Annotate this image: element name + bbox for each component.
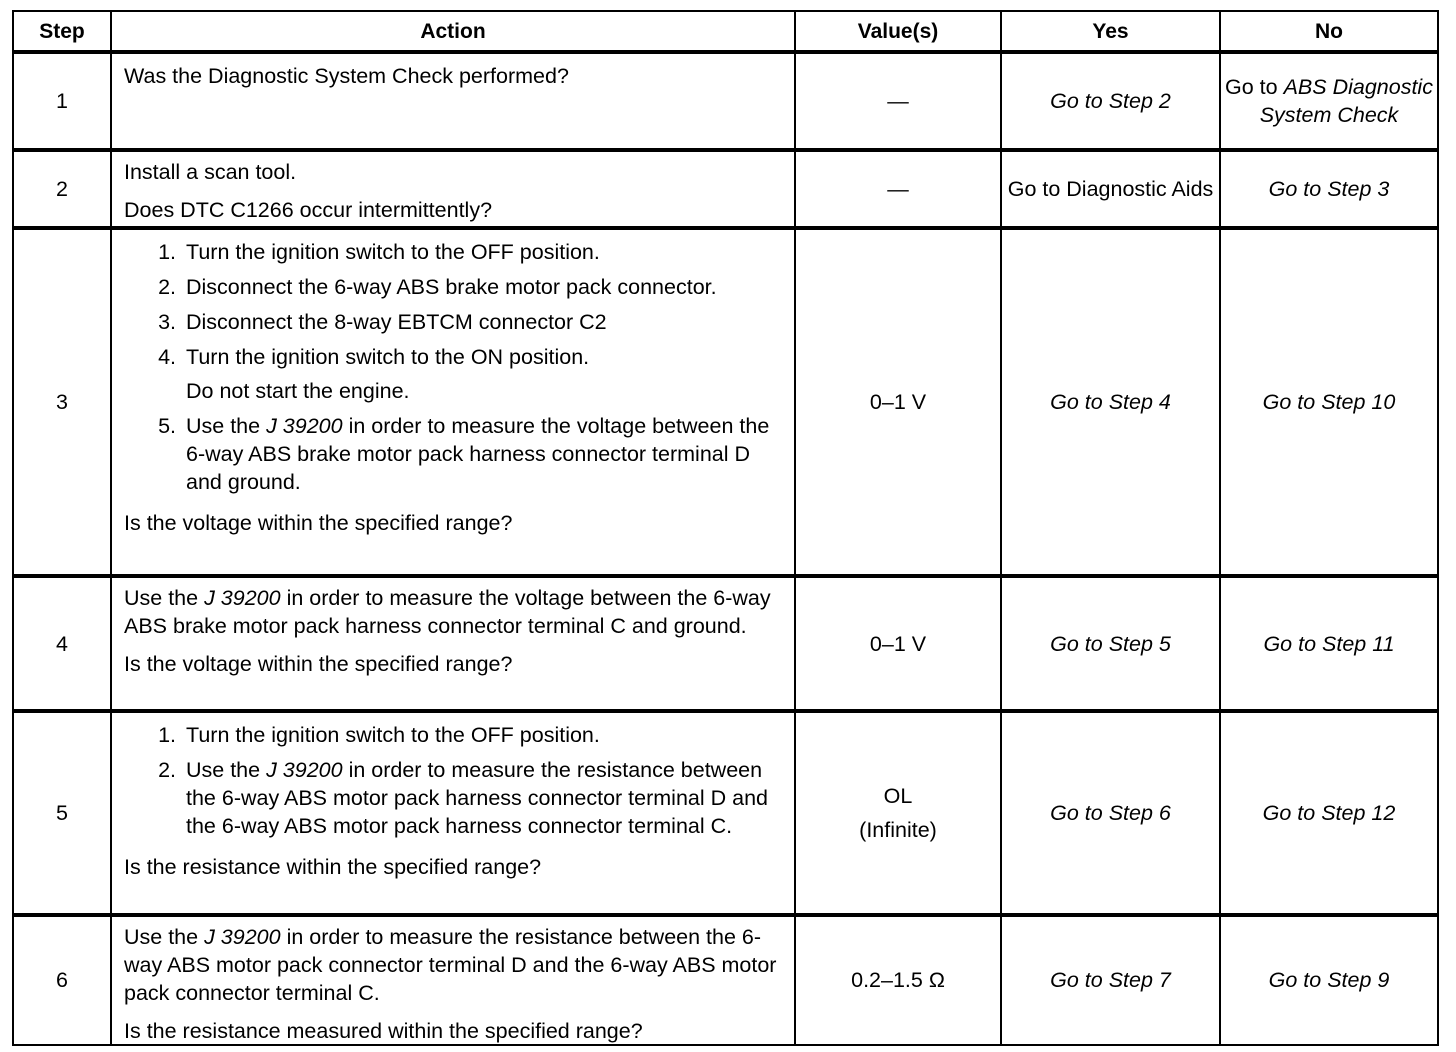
procedure-list — [124, 721, 782, 847]
diagnostic-table — [12, 10, 1443, 1044]
yes-cell: Go to Step 7 — [1000, 913, 1221, 1046]
tool-name: J 39200 — [266, 414, 343, 438]
no-prefix: Go to — [1225, 75, 1284, 99]
yes-cell: Go to Step 5 — [1000, 574, 1221, 713]
action-cell — [110, 148, 796, 230]
header-step: Step — [12, 10, 112, 54]
procedure-item: 1. Turn the ignition switch to the OFF position. — [182, 238, 782, 266]
procedure-item: 5. Use the J 39200 in order to measure the voltage between the 6-way ABS brake motor pack harness connector terminal D and ground. — [182, 412, 782, 496]
instruction-text: Install a scan tool. — [124, 160, 297, 184]
question-text: Was the Diagnostic System Check performed? — [124, 64, 569, 88]
no-cell: Go to Step 12 — [1219, 709, 1439, 917]
action-cell — [110, 574, 796, 713]
no-cell: Go to Step 10 — [1219, 226, 1439, 578]
procedure-note: Do not start the engine. — [186, 379, 410, 403]
procedure-item: 2. Disconnect the 6-way ABS brake motor pack connector. — [182, 273, 782, 301]
yes-cell: Go to Diagnostic Aids — [1000, 148, 1221, 230]
procedure-item: 3. Disconnect the 8-way EBTCM connector C2 — [182, 308, 782, 336]
table-row — [12, 226, 1443, 576]
value-cell: 0–1 V — [794, 574, 1002, 713]
procedure-item: 4. Turn the ignition switch to the ON position. Do not start the engine. — [182, 343, 782, 405]
question-text: Does DTC C1266 occur intermittently? — [124, 198, 493, 222]
procedure-item: 2. Use the J 39200 in order to measure the resistance between the 6-way ABS motor pack harness connector terminal D and the 6-way ABS motor pack harness connector terminal C. — [182, 756, 782, 840]
tool-name: J 39200 — [266, 758, 343, 782]
no-cell: Go to Step 3 — [1219, 148, 1439, 230]
no-cell: Go to Step 9 — [1219, 913, 1439, 1046]
table-row — [12, 50, 1443, 150]
table-row — [12, 913, 1443, 1044]
table-row — [12, 574, 1443, 711]
tool-name: J 39200 — [204, 586, 281, 610]
header-yes: Yes — [1000, 10, 1221, 54]
header-no: No — [1219, 10, 1439, 54]
action-cell — [110, 50, 796, 152]
header-values: Value(s) — [794, 10, 1002, 54]
value-cell: — — [794, 148, 1002, 230]
yes-cell: Go to Step 2 — [1000, 50, 1221, 152]
value-secondary: (Infinite) — [859, 818, 937, 842]
value-cell — [794, 709, 1002, 917]
tool-name: J 39200 — [204, 925, 281, 949]
step-number: 1 — [12, 50, 112, 152]
question-text: Is the resistance within the specified range? — [124, 855, 542, 879]
action-cell — [110, 226, 796, 578]
step-number: 5 — [12, 709, 112, 917]
header-action: Action — [110, 10, 796, 54]
value-cell: — — [794, 50, 1002, 152]
instruction-text: Use the J 39200 in order to measure the voltage between the 6-way ABS brake motor pack harness connector terminal C and ground. — [124, 586, 771, 638]
step-number: 3 — [12, 226, 112, 578]
step-number: 4 — [12, 574, 112, 713]
table-row — [12, 148, 1443, 228]
yes-cell: Go to Step 4 — [1000, 226, 1221, 578]
step-number: 6 — [12, 913, 112, 1046]
question-text: Is the resistance measured within the specified range? — [124, 1019, 643, 1043]
question-text: Is the voltage within the specified range? — [124, 511, 513, 535]
yes-cell: Go to Step 6 — [1000, 709, 1221, 917]
table-header-row — [12, 10, 1443, 52]
value-cell: 0.2–1.5 Ω — [794, 913, 1002, 1046]
action-cell — [110, 709, 796, 917]
no-cell — [1219, 50, 1439, 152]
question-text: Is the voltage within the specified range? — [124, 652, 513, 676]
action-cell — [110, 913, 796, 1046]
step-number: 2 — [12, 148, 112, 230]
procedure-list — [124, 238, 782, 503]
table-row — [12, 709, 1443, 915]
value-primary: OL — [883, 784, 913, 808]
instruction-text: Use the J 39200 in order to measure the resistance between the 6-way ABS motor pack connector terminal D and the 6-way ABS motor pack connector terminal C. — [124, 925, 777, 1005]
procedure-item: 1. Turn the ignition switch to the OFF position. — [182, 721, 782, 749]
no-cell: Go to Step 11 — [1219, 574, 1439, 713]
value-cell: 0–1 V — [794, 226, 1002, 578]
no-link: ABS Diagnostic System Check — [1259, 75, 1433, 127]
